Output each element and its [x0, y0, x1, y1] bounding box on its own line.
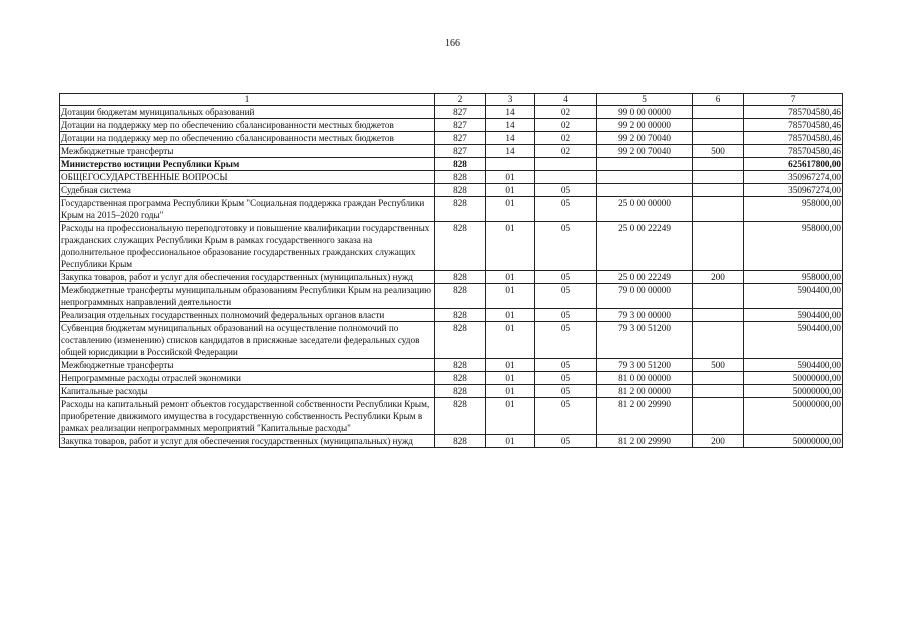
cell-target-article: 25 0 00 00000	[597, 197, 693, 222]
table-row	[60, 145, 843, 158]
cell-section: 14	[486, 132, 535, 145]
cell-amount: 958000,00	[744, 222, 843, 271]
table-row	[60, 171, 843, 184]
cell-expense-type	[693, 398, 744, 435]
col-header-5: 5	[597, 94, 693, 106]
cell-target-article	[597, 184, 693, 197]
cell-subsection: 05	[535, 184, 597, 197]
table-row	[60, 158, 843, 171]
cell-subsection: 05	[535, 284, 597, 309]
cell-section: 01	[486, 398, 535, 435]
cell-target-article	[597, 171, 693, 184]
cell-ministry-code: 827	[435, 145, 486, 158]
cell-name: Дотации на поддержку мер по обеспечению сбалансированности местных бюджетов	[60, 132, 435, 145]
cell-ministry-code: 828	[435, 435, 486, 448]
page-number: 166	[445, 38, 460, 49]
cell-target-article	[597, 158, 693, 171]
cell-amount: 350967274,00	[744, 171, 843, 184]
table-row	[60, 435, 843, 448]
cell-subsection: 05	[535, 385, 597, 398]
cell-section: 01	[486, 271, 535, 284]
cell-expense-type	[693, 132, 744, 145]
cell-subsection: 05	[535, 309, 597, 322]
cell-target-article: 81 2 00 29990	[597, 435, 693, 448]
cell-ministry-code: 828	[435, 197, 486, 222]
header-row	[60, 94, 843, 106]
cell-amount: 5904400,00	[744, 309, 843, 322]
col-header-6: 6	[693, 94, 744, 106]
cell-name: Межбюджетные трансферты муниципальным образованиям Республики Крым на реализацию непрограммных направлений деятельности	[60, 284, 435, 309]
cell-target-article: 79 3 00 00000	[597, 309, 693, 322]
cell-ministry-code: 827	[435, 106, 486, 119]
cell-subsection: 02	[535, 132, 597, 145]
cell-ministry-code: 828	[435, 184, 486, 197]
cell-ministry-code: 828	[435, 385, 486, 398]
cell-subsection: 05	[535, 372, 597, 385]
cell-target-article: 79 3 00 51200	[597, 322, 693, 359]
cell-name: Дотации бюджетам муниципальных образований	[60, 106, 435, 119]
cell-ministry-code: 827	[435, 119, 486, 132]
cell-subsection: 05	[535, 359, 597, 372]
table-row	[60, 222, 843, 271]
table-row	[60, 372, 843, 385]
cell-section: 01	[486, 435, 535, 448]
col-header-2: 2	[435, 94, 486, 106]
cell-section: 14	[486, 145, 535, 158]
cell-amount: 958000,00	[744, 271, 843, 284]
cell-section: 01	[486, 222, 535, 271]
cell-name: Межбюджетные трансферты	[60, 145, 435, 158]
cell-name: Закупка товаров, работ и услуг для обеспечения государственных (муниципальных) нужд	[60, 435, 435, 448]
table-row	[60, 309, 843, 322]
cell-target-article: 99 0 00 00000	[597, 106, 693, 119]
cell-expense-type	[693, 222, 744, 271]
cell-section: 01	[486, 359, 535, 372]
cell-amount: 50000000,00	[744, 435, 843, 448]
cell-name: Расходы на капитальный ремонт объектов государственной собственности Республики Крым, приобретение движимого имущества в государственную собственность Республики Крым в рамках реализации непрограммных мероприятий "Капитальные расходы"	[60, 398, 435, 435]
cell-name: Капитальные расходы	[60, 385, 435, 398]
cell-expense-type	[693, 322, 744, 359]
cell-expense-type	[693, 309, 744, 322]
cell-ministry-code: 828	[435, 158, 486, 171]
cell-target-article: 25 0 00 22249	[597, 222, 693, 271]
cell-ministry-code: 828	[435, 284, 486, 309]
cell-name: Закупка товаров, работ и услуг для обеспечения государственных (муниципальных) нужд	[60, 271, 435, 284]
cell-subsection: 05	[535, 435, 597, 448]
cell-section	[486, 158, 535, 171]
cell-ministry-code: 828	[435, 322, 486, 359]
cell-amount: 958000,00	[744, 197, 843, 222]
cell-name: Дотации на поддержку мер по обеспечению сбалансированности местных бюджетов	[60, 119, 435, 132]
cell-target-article: 81 2 00 29990	[597, 398, 693, 435]
table-row	[60, 398, 843, 435]
table-body	[60, 106, 843, 448]
cell-expense-type	[693, 184, 744, 197]
cell-target-article: 79 3 00 51200	[597, 359, 693, 372]
table-row	[60, 284, 843, 309]
cell-expense-type: 500	[693, 145, 744, 158]
table-row	[60, 119, 843, 132]
cell-subsection: 05	[535, 271, 597, 284]
cell-subsection	[535, 158, 597, 171]
cell-target-article: 99 2 00 70040	[597, 132, 693, 145]
cell-expense-type: 200	[693, 271, 744, 284]
cell-expense-type	[693, 385, 744, 398]
table-row	[60, 322, 843, 359]
cell-ministry-code: 828	[435, 309, 486, 322]
cell-ministry-code: 828	[435, 222, 486, 271]
cell-subsection: 05	[535, 197, 597, 222]
cell-amount: 5904400,00	[744, 284, 843, 309]
cell-section: 01	[486, 322, 535, 359]
cell-target-article: 25 0 00 22249	[597, 271, 693, 284]
cell-expense-type	[693, 158, 744, 171]
cell-name: Реализация отдельных государственных полномочий федеральных органов власти	[60, 309, 435, 322]
cell-ministry-code: 828	[435, 359, 486, 372]
cell-amount: 50000000,00	[744, 385, 843, 398]
cell-expense-type	[693, 284, 744, 309]
cell-amount: 5904400,00	[744, 322, 843, 359]
cell-target-article: 99 2 00 00000	[597, 119, 693, 132]
budget-table	[59, 93, 843, 448]
cell-subsection: 05	[535, 222, 597, 271]
cell-ministry-code: 828	[435, 171, 486, 184]
table-row	[60, 359, 843, 372]
cell-name: Расходы на профессиональную переподготовку и повышение квалификации государственных гражданских служащих Республики Крым в рамках государственного заказа на дополнительное профессиональное образование государственных гражданских служащих Республики Крым	[60, 222, 435, 271]
cell-expense-type: 200	[693, 435, 744, 448]
cell-expense-type	[693, 372, 744, 385]
cell-section: 01	[486, 197, 535, 222]
cell-name: Судебная система	[60, 184, 435, 197]
cell-name: Субвенция бюджетам муниципальных образований на осуществление полномочий по составлению (изменению) списков кандидатов в присяжные заседатели федеральных судов общей юрисдикции в Российской Федерации	[60, 322, 435, 359]
col-header-1: 1	[60, 94, 435, 106]
cell-target-article: 81 2 00 00000	[597, 385, 693, 398]
table-row	[60, 385, 843, 398]
cell-name: ОБЩЕГОСУДАРСТВЕННЫЕ ВОПРОСЫ	[60, 171, 435, 184]
cell-target-article: 99 2 00 70040	[597, 145, 693, 158]
cell-section: 01	[486, 284, 535, 309]
cell-target-article: 81 0 00 00000	[597, 372, 693, 385]
table-row	[60, 106, 843, 119]
cell-expense-type	[693, 119, 744, 132]
cell-amount: 50000000,00	[744, 372, 843, 385]
cell-expense-type	[693, 197, 744, 222]
cell-expense-type: 500	[693, 359, 744, 372]
cell-ministry-code: 828	[435, 372, 486, 385]
cell-section: 01	[486, 309, 535, 322]
cell-section: 01	[486, 385, 535, 398]
table-row	[60, 271, 843, 284]
cell-target-article: 79 0 00 00000	[597, 284, 693, 309]
cell-expense-type	[693, 106, 744, 119]
cell-name: Непрограммные расходы отраслей экономики	[60, 372, 435, 385]
cell-name: Министерство юстиции Республики Крым	[60, 158, 435, 171]
table-row	[60, 197, 843, 222]
cell-amount: 785704580,46	[744, 106, 843, 119]
cell-subsection: 05	[535, 398, 597, 435]
cell-subsection: 02	[535, 145, 597, 158]
cell-subsection: 02	[535, 106, 597, 119]
cell-amount: 350967274,00	[744, 184, 843, 197]
cell-amount: 625617800,00	[744, 158, 843, 171]
cell-amount: 785704580,46	[744, 132, 843, 145]
cell-name: Государственная программа Республики Крым "Социальная поддержка граждан Республики Крым на 2015–2020 годы"	[60, 197, 435, 222]
cell-amount: 50000000,00	[744, 398, 843, 435]
cell-section: 01	[486, 184, 535, 197]
cell-ministry-code: 827	[435, 132, 486, 145]
cell-expense-type	[693, 171, 744, 184]
cell-subsection	[535, 171, 597, 184]
cell-section: 14	[486, 106, 535, 119]
col-header-4: 4	[535, 94, 597, 106]
table-row	[60, 184, 843, 197]
cell-subsection: 05	[535, 322, 597, 359]
cell-subsection: 02	[535, 119, 597, 132]
cell-amount: 785704580,46	[744, 119, 843, 132]
col-header-3: 3	[486, 94, 535, 106]
cell-amount: 5904400,00	[744, 359, 843, 372]
cell-section: 01	[486, 171, 535, 184]
cell-name: Межбюджетные трансферты	[60, 359, 435, 372]
cell-section: 14	[486, 119, 535, 132]
table-row	[60, 132, 843, 145]
col-header-7: 7	[744, 94, 843, 106]
cell-amount: 785704580,46	[744, 145, 843, 158]
cell-ministry-code: 828	[435, 398, 486, 435]
cell-ministry-code: 828	[435, 271, 486, 284]
cell-section: 01	[486, 372, 535, 385]
